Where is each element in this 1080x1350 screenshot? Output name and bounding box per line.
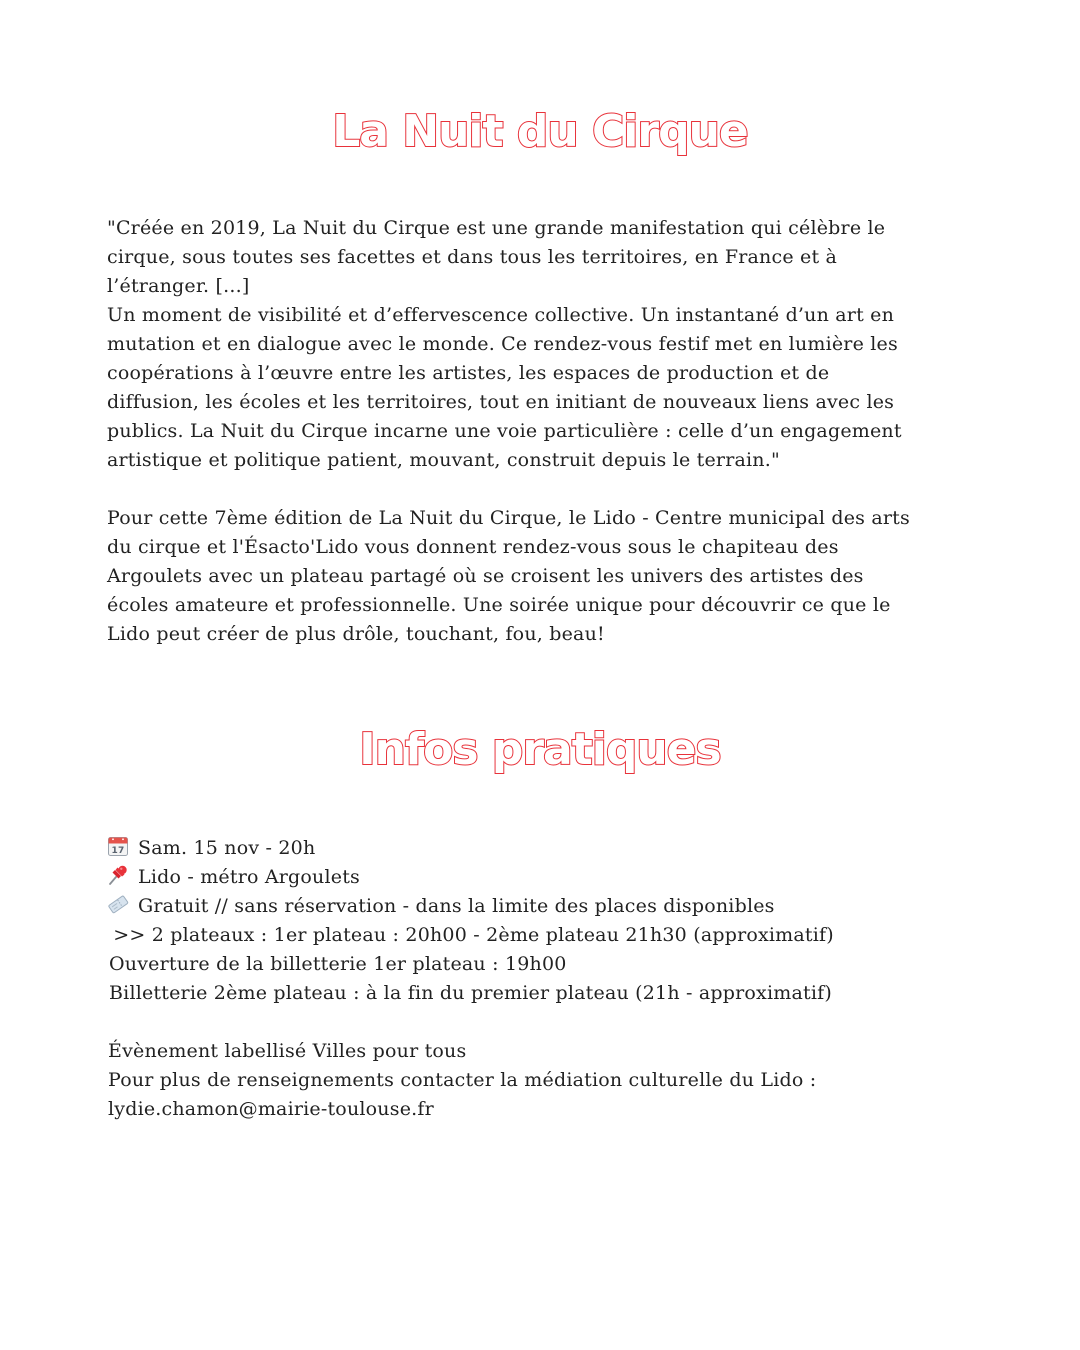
- contact-block: [108, 1037, 978, 1124]
- pushpin-icon: [107, 864, 129, 886]
- info-price: [107, 892, 977, 921]
- ticket-icon: [107, 893, 129, 915]
- quote-line: l’étranger. [...]: [107, 275, 250, 297]
- quote-line: "Créée en 2019, La Nuit du Cirque est une grande manifestation qui célèbre le: [107, 217, 886, 239]
- info-plateaux: >> 2 plateaux : 1er plateau : 20h00 - 2ème plateau 21h30 (approximatif): [107, 924, 834, 946]
- label-villes-pour-tous: Évènement labellisé Villes pour tous: [108, 1040, 467, 1062]
- quote-line: diffusion, les écoles et les territoires, tout en initiant de nouveaux liens avec les: [107, 391, 895, 413]
- info-date-text: Sam. 15 nov - 20h: [138, 837, 316, 859]
- quote-line: coopérations à l’œuvre entre les artistes, les espaces de production et de: [107, 362, 830, 384]
- svg-text:17: 17: [111, 846, 125, 856]
- edition-paragraph: [107, 504, 977, 649]
- info-date: [107, 834, 977, 863]
- edition-line: du cirque et l'Ésacto'Lido vous donnent rendez-vous sous le chapiteau des: [107, 536, 839, 558]
- page-title: La Nuit du Cirque: [332, 106, 748, 157]
- quote-line: publics. La Nuit du Cirque incarne une voie particulière : celle d’un engagement: [107, 420, 902, 442]
- edition-line: Pour cette 7ème édition de La Nuit du Cirque, le Lido - Centre municipal des arts: [107, 507, 910, 529]
- quote-line: Un moment de visibilité et d’effervescence collective. Un instantané d’un art en: [107, 304, 895, 326]
- edition-line: Lido peut créer de plus drôle, touchant, fou, beau!: [107, 623, 605, 645]
- info-price-text: Gratuit // sans réservation - dans la limite des places disponibles: [138, 895, 775, 917]
- quote-line: artistique et politique patient, mouvant, construit depuis le terrain.": [107, 449, 780, 471]
- info-opening: Ouverture de la billetterie 1er plateau : 19h00: [109, 953, 567, 975]
- infos-list: [107, 834, 977, 1008]
- quote-line: cirque, sous toutes ses facettes et dans tous les territoires, en France et à: [107, 246, 838, 268]
- info-place-text: Lido - métro Argoulets: [138, 866, 361, 888]
- edition-line: écoles amateure et professionnelle. Une soirée unique pour découvrir ce que le: [107, 594, 891, 616]
- contact-info: Pour plus de renseignements contacter la médiation culturelle du Lido :: [108, 1069, 817, 1091]
- calendar-icon: [107, 835, 129, 857]
- quote-paragraph: [107, 214, 977, 475]
- edition-line: Argoulets avec un plateau partagé où se croisent les univers des artistes des: [107, 565, 864, 587]
- quote-line: mutation et en dialogue avec le monde. Ce rendez-vous festif met en lumière les: [107, 333, 898, 355]
- info-billetterie-2: Billetterie 2ème plateau : à la fin du premier plateau (21h - approximatif): [109, 982, 832, 1004]
- info-place: [107, 863, 977, 892]
- infos-title: Infos pratiques: [359, 724, 721, 775]
- contact-email[interactable]: lydie.chamon@mairie-toulouse.fr: [108, 1098, 434, 1120]
